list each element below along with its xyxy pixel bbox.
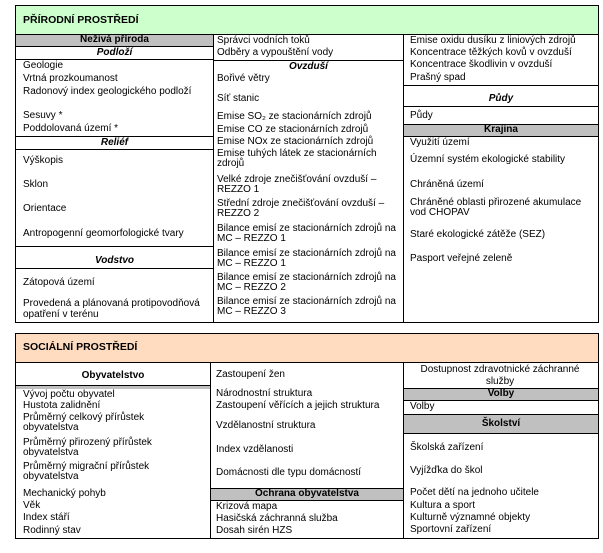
list-item: Pasport veřejné zeleně — [410, 253, 513, 264]
list-item: Index vzdělanosti — [216, 444, 294, 455]
list-item: Antropogenní geomorfologické tvary — [23, 228, 184, 239]
list-item: Vrtná prozkoumanost — [23, 73, 118, 84]
list-item: Vzdělanostní struktura — [216, 420, 316, 431]
list-item: Průměrný přirozený přírůstek obyvatelstva — [23, 437, 152, 458]
list-item: Dosah sirén HZS — [216, 525, 293, 536]
list-item: Půdy — [410, 110, 433, 121]
list-item: Zátopová území — [23, 277, 95, 288]
list-item: Koncentrace škodlivin v ovzduší — [410, 59, 553, 70]
list-item: Chráněné oblasti přirozené akumulace vod CHOPAV — [410, 197, 582, 218]
list-item: Věk — [23, 500, 41, 511]
list-item: Dostupnost zdravotnické záchranné služby — [420, 364, 580, 387]
list-item: Zastoupení žen — [216, 369, 285, 380]
list-item: Volby — [410, 401, 435, 412]
list-item: Vyjížďka do škol — [410, 465, 483, 476]
list-item: Školská zařízení — [410, 442, 484, 453]
list-item: Radonový index geologického podloží — [23, 86, 192, 97]
list-item: Střední zdroje znečišťování ovzduší – REZZO 2 — [217, 198, 385, 219]
list-item: Sklon — [23, 179, 49, 190]
list-item: Síť stanic — [217, 93, 260, 104]
list-item: Průměrný celkový přírůstek obyvatelstva — [23, 412, 145, 433]
list-item: Vývoj počtu obyvatel — [23, 389, 115, 400]
volby-title: Volby — [487, 388, 515, 399]
vodstvo-title: Vodstvo — [94, 255, 135, 266]
list-item: Rodinný stav — [23, 525, 81, 536]
krajina-title: Krajina — [484, 124, 518, 135]
list-item: Hasičská záchranná služba — [216, 513, 338, 524]
list-item: Staré ekologické zátěže (SEZ) — [410, 229, 546, 240]
list-item: Emise tuhých látek ze stacionárních zdrojů — [217, 148, 377, 169]
skolstvi-title: Školství — [481, 418, 521, 429]
list-item: Krizová mapa — [216, 501, 278, 512]
list-item: Bilance emisí ze stacionárních zdrojů na MC – REZZO 3 — [217, 296, 396, 317]
list-item: Sesuvy * — [23, 110, 63, 121]
list-item: Správci vodních toků — [217, 35, 310, 46]
list-item: Prašný spad — [410, 72, 466, 83]
natural-title: PŘÍRODNÍ PROSTŘEDÍ — [23, 14, 139, 26]
list-item: Orientace — [23, 203, 67, 214]
ochrana-title: Ochrana obyvatelstva — [255, 488, 359, 499]
list-item: Bilance emisí ze stacionárních zdrojů na MC – REZZO 2 — [217, 272, 396, 293]
list-item: Průměrný migrační přírůstek obyvatelstva — [23, 461, 150, 482]
list-item: Chráněná území — [410, 179, 484, 190]
list-item: Využití území — [410, 137, 470, 148]
list-item: Bilance emisí ze stacionárních zdrojů na MC – REZZO 1 — [217, 223, 396, 244]
list-item: Velké zdroje znečišťování ovzduší – REZZO 1 — [217, 174, 377, 195]
social-title: SOCIÁLNÍ PROSTŘEDÍ — [23, 341, 138, 353]
list-item: Emise NOx ze stacionárních zdrojů — [217, 136, 374, 147]
relief-title: Reliéf — [100, 137, 129, 148]
list-item: Koncentrace těžkých kovů v ovzduší — [410, 47, 572, 58]
list-item: Bořivé větry — [217, 73, 270, 84]
list-item: Bilance emisí ze stacionárních zdrojů na MC – REZZO 1 — [217, 248, 396, 269]
obyvatelstvo-title: Obyvatelstvo — [81, 370, 145, 381]
list-item: Výškopis — [23, 155, 64, 166]
list-item: Sportovní zařízení — [410, 524, 492, 535]
list-item: Územní systém ekologické stability — [410, 154, 566, 165]
col-header-neziva: Neživá příroda — [80, 34, 149, 45]
list-item: Národnostní struktura — [216, 388, 313, 399]
list-item: Poddolovaná území * — [23, 123, 119, 134]
list-item: Zastoupení věřících a jejich struktura — [216, 400, 380, 411]
podlozi-title: Podloží — [96, 47, 133, 58]
list-item: Domácnosti dle typu domácností — [216, 467, 362, 478]
list-item: Emise oxidu dusíku z liniových zdrojů — [410, 35, 576, 46]
ovzdusi-title: Ovzduší — [289, 61, 328, 72]
list-item: Kultura a sport — [410, 500, 476, 511]
list-item: Hustota zalidnění — [23, 400, 101, 411]
list-item: Kulturně významné objekty — [410, 512, 531, 523]
list-item: Počet dětí na jednoho učitele — [410, 487, 539, 498]
list-item: Geologie — [23, 60, 64, 71]
pudy-title: Půdy — [488, 93, 514, 104]
list-item: Mechanický pohyb — [23, 488, 106, 499]
list-item: Emise CO ze stacionárních zdrojů — [217, 124, 369, 135]
list-item: Emise SO₂ ze stacionárních zdrojů — [217, 111, 372, 122]
list-item: Index stáří — [23, 512, 70, 523]
list-item: Provedená a plánovaná protipovodňová opatření v terénu — [23, 298, 200, 320]
list-item: Odběry a vypouštění vody — [217, 47, 334, 58]
